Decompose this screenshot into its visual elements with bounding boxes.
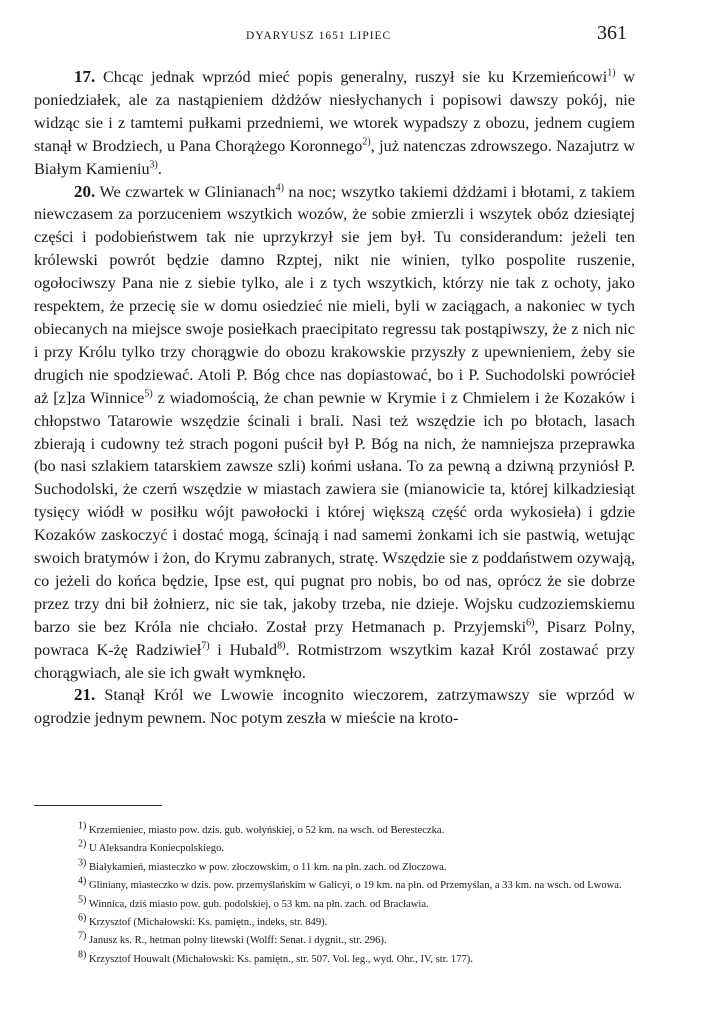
paragraph <box>34 181 635 685</box>
footnote-marker: 6) <box>78 912 87 924</box>
page-number: 361 <box>597 22 627 44</box>
text-run: We czwartek w Glinianach <box>95 182 276 201</box>
footnote-marker: 5) <box>78 894 87 906</box>
footnote-ref: 3) <box>149 159 158 171</box>
footnote-text: Białykamień, miasteczko w pow. złoczowskim, o 11 km. na płn. zach. od Złoczowa. <box>86 861 447 873</box>
main-text <box>34 66 635 730</box>
footnote-text: U Aleksandra Koniecpolskiego. <box>86 843 225 855</box>
text-run: i Hubald <box>209 640 278 659</box>
footnote <box>78 840 638 858</box>
footnote-text: Krzysztof Houwalt (Michałowski: Ks. pamiętn., str. 507. Vol. leg., wyd. Ohr., IV, str. 177). <box>86 953 473 965</box>
footnote-text: Janusz ks. R., hetman polny litewski (Wolff: Senat. i dygnit., str. 296). <box>86 935 387 947</box>
text-run: . <box>157 159 162 178</box>
footnote-marker: 4) <box>78 875 87 887</box>
footnote-marker: 7) <box>78 930 87 942</box>
footnote-ref: 7) <box>201 640 210 652</box>
text-run: , już natenczas zdrowszego. Nazajutrz w Białym Kamieniu <box>34 136 635 178</box>
text-run: . Rotmistrzom wszytkim kazał Król zostawać przy chorągwiach, ale sie ich gwałt wymknęło. <box>34 640 635 682</box>
footnote <box>78 859 638 877</box>
footnote-text: Krzemieniec, miasto pow. dzis. gub. wołyńskiej, o 52 km. na wsch. od Beresteczka. <box>86 825 445 836</box>
footnote <box>78 951 638 969</box>
text-run: Stanął Król we Lwowie incognito wieczorem, zatrzymawszy sie wprzód w ogrodzie jednym pewnem. Noc potym zeszła w mieście na kroto- <box>34 686 635 728</box>
footnote-ref: 6) <box>526 617 535 629</box>
footnote <box>78 896 638 914</box>
paragraph <box>34 684 635 730</box>
footnote-marker: 2) <box>78 838 87 850</box>
footnote-text: Gliniany, miasteczko w dzis. pow. przemyślańskim w Galicyi, o 19 km. na płn. od Przemyślan, a 33 km. na wsch. od Lwowa. <box>86 880 622 892</box>
entry-number: 20. <box>74 181 96 201</box>
entry-number: 21. <box>74 685 96 705</box>
footnotes <box>78 822 638 969</box>
footnote-marker: 8) <box>78 949 87 961</box>
text-run: , Pisarz Polny, powraca K-żę Radziwieł <box>34 617 635 659</box>
page-header <box>0 22 720 52</box>
footnote-marker: 3) <box>78 857 87 869</box>
footnote-marker: 1) <box>78 820 87 832</box>
footnote-ref: 4) <box>275 182 284 194</box>
text-run: Chcąc jednak wprzód mieć popis generalny, ruszył sie ku Krzemieńcowi <box>95 68 608 86</box>
entry-number: 17. <box>74 67 96 86</box>
footnote-text: Krzysztof (Michałowski: Ks. pamiętn., indeks, str. 849). <box>86 917 328 929</box>
footnote-ref: 8) <box>277 640 286 652</box>
text-run: w poniedziałek, ale za nastąpieniem dżdżów niesłychanych i popisowi dawszy pokój, nie widząc sie i z tamtemi pułkami przedniemi, we wtorek wypadszy z obozu, jednem cugiem stanął w Brodziech, u Pana Chorążego Koronnego <box>34 68 635 155</box>
footnote-ref: 2) <box>362 136 371 148</box>
footnote-divider <box>34 805 162 806</box>
text-run: na noc; wszytko takiemi dżdżami i błotami, z takiem niewczasem za porzuceniem wszytkich wozów, że sobie zmierzli i wszytek obóz dziesiątej części i podobieństwem tak nie uprzykrzył sie jem był. Tu considerandum: jeżeli ten królewski powrót będzie damno Rzptej, nikt nie winien, tylko pospolite ruszenie, ogołociwszy Pana nie z siebie tylko, ale i z tych wszytkich, którzy nie tak z ochoty, jako respektem, że przecię sie w domu osiedzieć nie mieli, byli w zaciągach, a nakoniec w tych obiecanych na miejsce swoje posiełkach praecipitato regressu tak postąpiwszy, że z nich nic i przy Królu tylko trzy chorągwie do obozu krakowskie przyszły z upewnieniem, żeby sie drugich nie spodziewać. Atoli P. Bóg chce nas dopiastować, bo i P. Suchodolski powrócieł aż [z]za Winnice <box>34 182 635 407</box>
footnote-ref: 1) <box>607 67 616 79</box>
footnote <box>78 877 638 895</box>
footnote-ref: 5) <box>144 388 153 400</box>
footnote <box>78 914 638 932</box>
paragraph <box>34 66 635 181</box>
footnote <box>78 822 638 840</box>
footnote <box>78 932 638 950</box>
text-run: z wiadomością, że chan pewnie w Krymie i z Chmielem i że Kozaków i chłopstwo Tatarowie wszędzie ścinali i brali. Nasi też wszędzie ich po błotach, lasach zbierają i cudowny też strach pogoni puścił był P. Bóg na nich, że namniejsza przeprawka (bo nasi szlakiem tatarskiem zawsze szli) końmi usłana. To za pewną a dziwną przyniósł P. Suchodolski, że czerń wszędzie w miastach zawiera sie (mianowicie ta, której kilkadziesiąt tysięcy wiódł w posiłku wójt pawołocki i której większą część orda wykosieła) i gdzie Kozaków zaskoczyć i dostać mogą, ścinają i nad samemi żonkami ich sie pastwią, wetując swoich bratymów i żon, do Krymu zabranych, stratę. Wszędzie sie z poddaństwem ozywają, co jeżeli do końca będzie, Ipse est, qui pugnat pro nobis, bo od nas, oprócz że sie dobrze przez trzy dni bił żołnierz, nic sie tak, jakoby trzeba, nie dzieje. Wojsku cudzoziemskiemu barzo sie bez Króla nie chciało. Został przy Hetmanach p. Przyjemski <box>34 388 635 636</box>
footnote-text: Winnica, dziś miasto pow. gub. podolskiej, o 53 km. na płn. zach. od Bracławia. <box>86 898 429 910</box>
running-title: DYARYUSZ 1651 LIPIEC <box>246 30 392 42</box>
